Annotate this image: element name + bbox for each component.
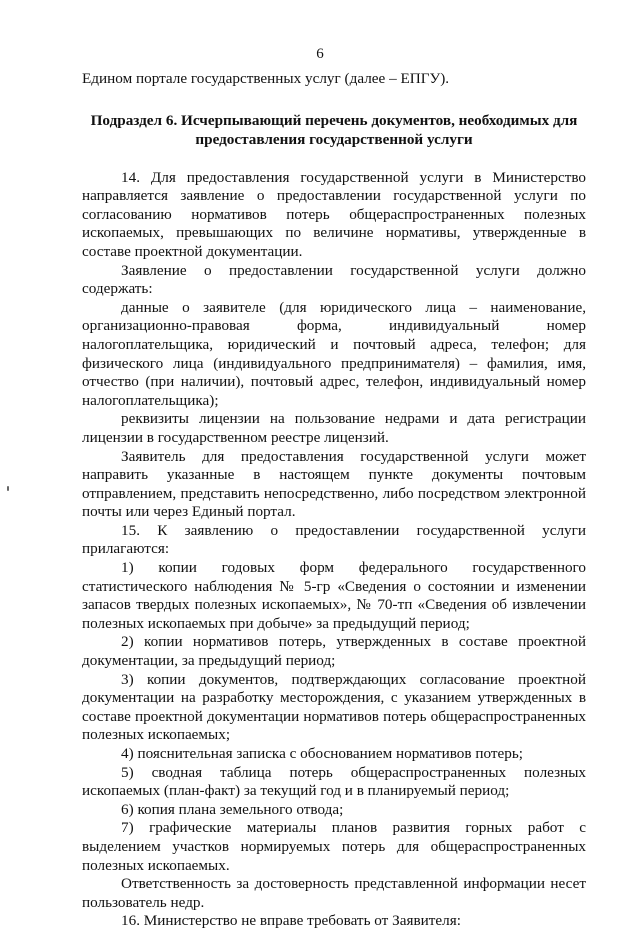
subsection-heading: Подраздел 6. Исчерпывающий перечень документов, необходимых для предоставления государственной услуги bbox=[90, 111, 578, 148]
list-item-4: 4) пояснительная записка с обоснованием нормативов потерь; bbox=[121, 745, 524, 762]
paragraph-application-content: Заявление о предоставлении государственной услуги должно содержать: bbox=[82, 261, 586, 298]
list-item-6: 6) копия плана земельного отвода; bbox=[121, 800, 344, 818]
margin-mark bbox=[7, 486, 9, 491]
paragraph-applicant-data: данные о заявителе (для юридического лица – наименование, организационно-правовая форма, индивидуальный номер налогоплательщика, юридический и почтовый адреса, телефон; для физического лица (индивидуального предпринимателя) – фамилия, имя, отчество (при наличии), почтовый адрес, телефон, индивидуальный номер налогоплательщика); bbox=[82, 298, 586, 409]
paragraph-submission-methods: Заявитель для предоставления государственной услуги может направить указанные в настоящем пункте документы почтовым отправлением, представить непосредственно, либо посредством электронной почты или через Единый портал. bbox=[82, 447, 586, 521]
paragraph-14: 14. Для предоставления государственной услуги в Министерство направляется заявление о предоставлении государственной услуги по согласованию нормативов потерь общераспространенных полезных ископаемых, превышающих по величине нормативы, утвержденные в составе проектной документации. bbox=[82, 168, 586, 260]
paragraph-continuation: Едином портале государственных услуг (далее – ЕПГУ). bbox=[82, 70, 450, 87]
paragraph-16: 16. Министерство не вправе требовать от Заявителя: bbox=[121, 912, 461, 930]
paragraph-responsibility: Ответственность за достоверность представленной информации несет пользователь недр. bbox=[82, 875, 586, 911]
document-body bbox=[82, 70, 586, 931]
page-number: 6 bbox=[316, 46, 324, 62]
list-item-2: 2) копии нормативов потерь, утвержденных в составе проектной документации, за предыдущий период; bbox=[82, 633, 586, 670]
list-item-5: 5) сводная таблица потерь общераспространенных полезных ископаемых (план-факт) за текущий год и в планируемый период; bbox=[82, 763, 586, 800]
list-item-3: 3) копии документов, подтверждающих согласование проектной документации на разработку месторождения, с указанием утвержденных в составе проектной документации нормативов потерь общераспространенных полезных ископаемых; bbox=[82, 670, 586, 744]
list-item-1: 1) копии годовых форм федерального государственного статистического наблюдения № 5-гр «Сведения о состоянии и изменении запасов твердых полезных ископаемых», № 70-тп «Сведения об извлечении полезных ископаемых при добыче» за предыдущий период; bbox=[82, 559, 586, 632]
list-item-7: 7) графические материалы планов развития горных работ с выделением участков нормируемых потерь для общераспространенных полезных ископаемых. bbox=[82, 819, 586, 874]
paragraph-15: 15. К заявлению о предоставлении государственной услуги прилагаются: bbox=[82, 521, 586, 558]
paragraph-license-details: реквизиты лицензии на пользование недрами и дата регистрации лицензии в государственном реестре лицензий. bbox=[82, 410, 586, 446]
